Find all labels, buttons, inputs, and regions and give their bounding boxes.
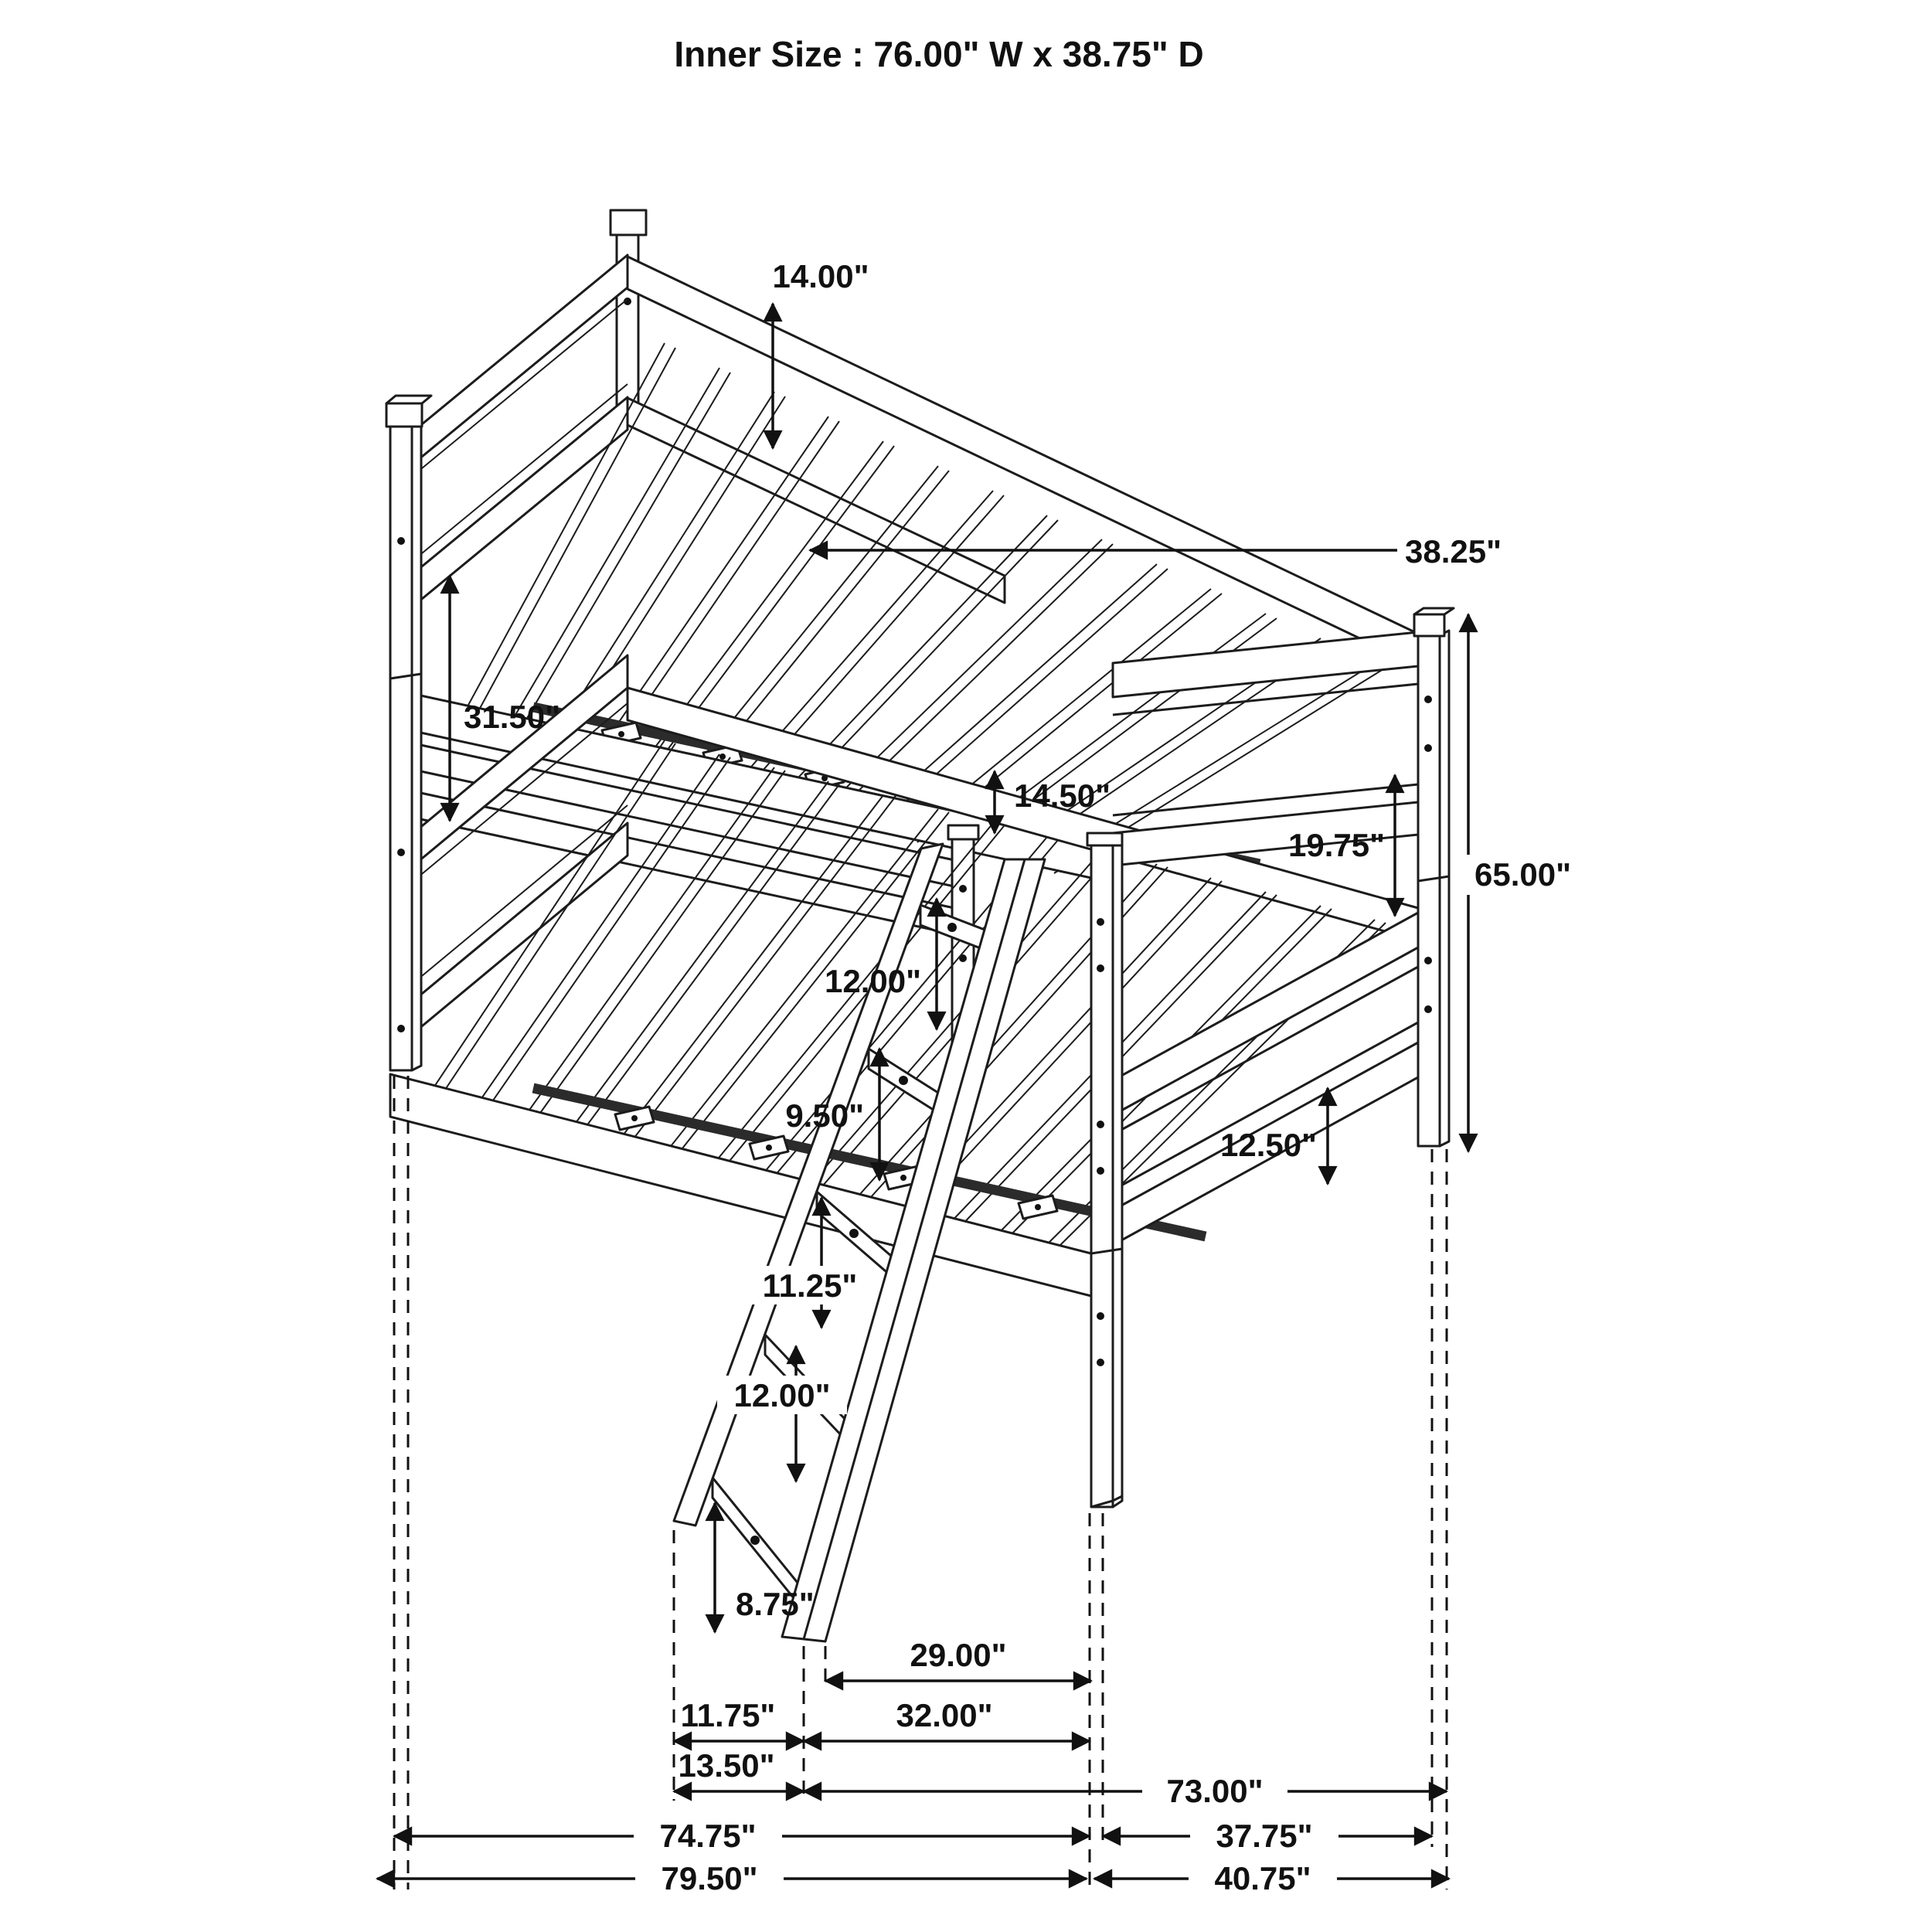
dim-overall-depth-label: 40.75": [1214, 1860, 1311, 1896]
dim-frame-depth: [1103, 1816, 1432, 1855]
dim-ladder-gap-4-label: 12.00": [733, 1377, 831, 1413]
diagram-title: Inner Size : 76.00" W x 38.75" D: [674, 34, 1204, 74]
dim-overall-width-label: 79.50": [661, 1860, 758, 1896]
front-right-post: [1087, 833, 1122, 1507]
dim-ladder-span-to-post-label: 32.00": [896, 1697, 993, 1733]
dim-frame-depth-label: 37.75": [1216, 1818, 1313, 1854]
dim-inner-frame-width: [804, 1771, 1447, 1810]
dim-ladder-gap-bottom: [715, 1503, 815, 1632]
dim-ladder-span-to-post: [804, 1697, 1090, 1741]
dim-headboard-height-label: 14.00": [772, 258, 869, 294]
dim-frame-width: [394, 1816, 1090, 1855]
dim-guard-rail-height-label: 14.50": [1014, 777, 1111, 814]
dim-rail-to-floor-label: 12.50": [1219, 1127, 1317, 1163]
dim-ladder-to-right-post: [825, 1637, 1091, 1681]
dim-ladder-gap-top-label: 12.00": [824, 963, 921, 999]
dim-ladder-gap-3-label: 11.25": [762, 1267, 858, 1304]
dim-ladder-foot-width: [674, 1697, 804, 1741]
dim-ladder-foot-width-label: 11.75": [680, 1697, 776, 1733]
dim-inner-frame-width-label: 73.00": [1166, 1773, 1264, 1809]
upper-headboard: [413, 255, 628, 606]
dim-left-bunk-gap-label: 31.50": [464, 699, 561, 735]
upper-rear-rails: [628, 257, 1418, 666]
dim-ladder-overhang-label: 13.50": [678, 1747, 775, 1784]
dim-ladder-gap-bottom-label: 8.75": [736, 1586, 815, 1622]
dim-overall-width: [377, 1859, 1087, 1897]
dim-ladder-gap-2-label: 9.50": [785, 1097, 864, 1134]
dim-ladder-overhang: [674, 1747, 804, 1791]
dim-slat-length-label: 38.25": [1405, 533, 1502, 570]
dim-ladder-to-right-post-label: 29.00": [910, 1637, 1007, 1673]
rear-right-post: [1414, 608, 1454, 1146]
dim-frame-width-label: 74.75": [659, 1818, 757, 1854]
bed-frame: [386, 210, 1454, 1641]
dim-overall-height: [1463, 614, 1596, 1151]
dim-overall-height-label: 65.00": [1475, 856, 1572, 893]
dim-overall-depth: [1094, 1859, 1449, 1897]
dim-right-bunk-gap-label: 19.75": [1287, 827, 1385, 863]
